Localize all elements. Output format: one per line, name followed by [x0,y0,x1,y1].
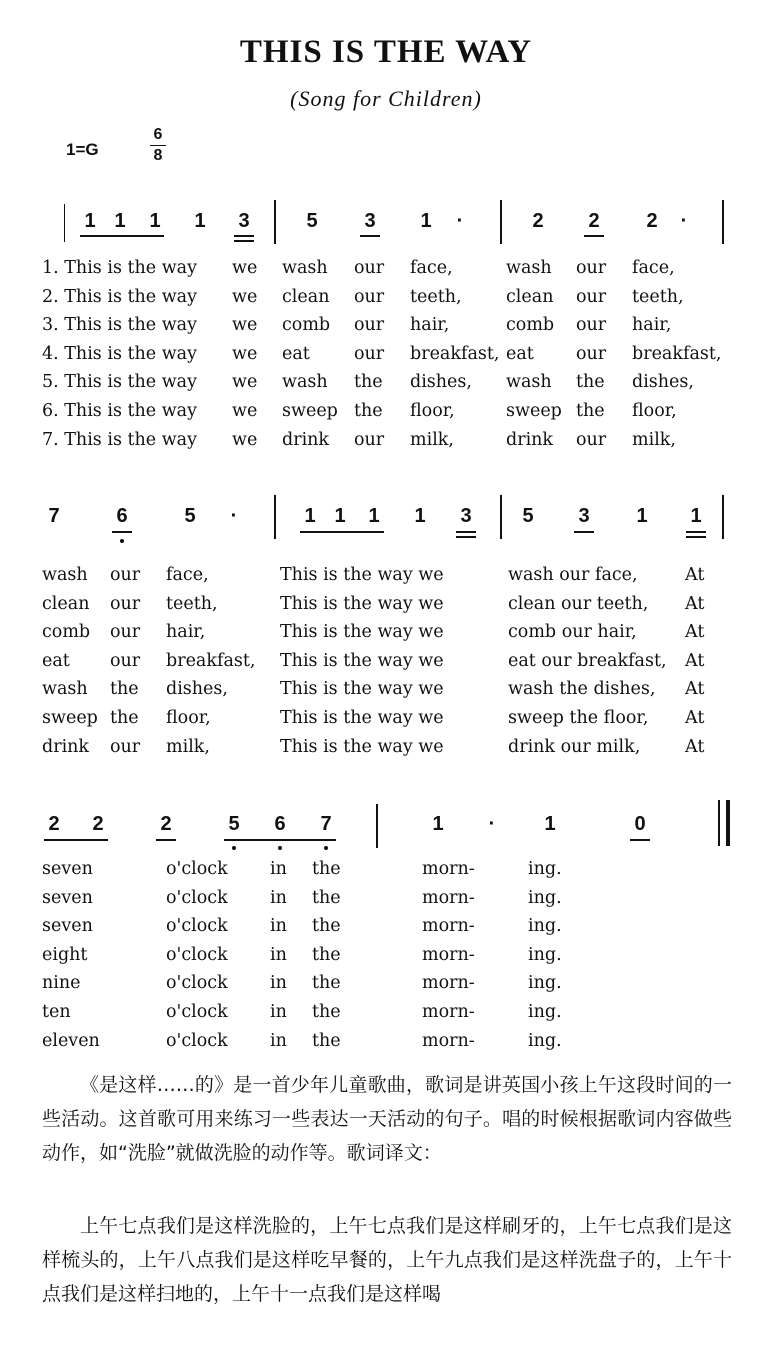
note: 2 [588,210,600,232]
lyric-word: 4. This is the way [42,343,198,364]
lyric-word: eat our breakfast, [508,650,667,671]
beam [44,839,108,841]
lyric-word: comb [42,622,91,643]
lyric-word: we [232,258,258,278]
note: 1 [414,505,426,527]
lyric-word: hair, [166,622,206,643]
lyric-word: ing. [528,1001,562,1022]
lyric-word: 1. This is the way [42,258,198,278]
lyric-word: o'clock [166,973,228,994]
note: 2 [646,210,658,232]
note: 6 [116,505,128,527]
lyric-word: wash our face, [508,565,638,585]
lyric-word: teeth, [632,286,684,307]
note: 7 [48,505,60,527]
lyric-word: seven [42,887,93,908]
lyric-word: we [232,429,258,450]
beam [630,839,650,841]
lyric-word: in [270,944,287,965]
lyric-word: drink our milk, [508,736,641,757]
beam [686,531,706,533]
lyric-word: drink [506,429,554,450]
lyric-word: dishes, [166,679,228,700]
lyric-word: floor, [410,400,455,421]
beam [80,235,164,237]
lyric-word: wash [282,258,328,278]
lyric-word: in [270,916,287,937]
lyric-word: o'clock [166,859,228,879]
lyric-word: the [110,679,139,700]
lyric-word: seven [42,916,93,937]
beam [234,235,254,237]
lyric-word: At [685,736,705,757]
lyric-word: dishes, [410,372,472,393]
beam [112,531,132,533]
low-octave-dot [324,846,328,850]
lyric-word: hair, [410,315,450,336]
final-bar-thin [718,800,720,846]
lyric-word: eat [42,650,70,671]
lyric-word: the [312,973,341,994]
lyric-word: our [576,315,607,336]
lyric-word: o'clock [166,1030,228,1051]
lyric-word: morn- [422,1001,475,1022]
note: 1 [420,210,432,232]
lyric-word: our [354,429,385,450]
lyric-word: morn- [422,859,475,879]
low-octave-dot [120,539,124,543]
lyric-word: the [312,1030,341,1051]
note: 5 [522,505,534,527]
lyric-word: morn- [422,887,475,908]
lyric-word: sweep [506,400,562,421]
note: 2 [48,813,60,835]
lyric-word: At [685,650,705,671]
notes-paragraph-1: 《是这样……的》是一首少年儿童歌曲，歌词是讲英国小孩上午这段时间的一些活动。这首歌可用来练习一些表达一天活动的句子。唱的时候根据歌词内容做些动作，如“洗脸”就做洗脸的动作等。歌词译文： [42,1074,732,1164]
note: 1 [636,505,648,527]
note: 1 [544,813,556,835]
lyric-word: o'clock [166,1001,228,1022]
page-title: THIS IS THE WAY [239,34,533,70]
key-signature: 1=G [66,140,99,159]
note: 1 [368,505,380,527]
lyric-word: milk, [166,736,210,757]
notes-paragraph-2: 上午七点我们是这样洗脸的，上午七点我们是这样刷牙的，上午七点我们是这样梳头的，上午八点我们是这样吃早餐的，上午九点我们是这样洗盘子的，上午十点我们是这样扫地的，上午十一点我们是这样喝 [42,1215,732,1305]
bar-line [722,495,724,539]
lyric-word: sweep [282,400,338,421]
low-octave-dot [232,846,236,850]
lyric-word: morn- [422,944,475,965]
lyric-word: ing. [528,973,562,994]
lyric-word: in [270,1001,287,1022]
lyric-word: 5. This is the way [42,372,198,393]
lyric-word: sweep [42,707,98,728]
beam [360,235,380,237]
lyric-word: our [354,286,385,307]
note: 1 [149,210,161,232]
lyric-word: drink [42,736,90,757]
lyric-word: our [354,343,385,364]
lyric-word: the [354,400,383,421]
beam [456,536,476,538]
beam [584,235,604,237]
lyric-word: ing. [528,1030,562,1051]
lyric-word: comb [282,315,331,336]
lyric-word: This is the way we [280,565,444,585]
lyric-word: our [576,258,607,278]
lyric-word: This is the way we [280,679,444,700]
bar-line [500,495,502,539]
lyric-word: o'clock [166,944,228,965]
bar-line [274,495,276,539]
note: 2 [532,210,544,232]
lyric-word: At [685,707,705,728]
lyric-word: This is the way we [280,593,444,614]
lyric-word: clean our teeth, [508,593,649,614]
lyric-word: ten [42,1001,71,1022]
lyric-word: eight [42,944,88,965]
lyric-word: dishes, [632,372,694,393]
lyric-word: wash the dishes, [508,679,656,700]
beam [686,536,706,538]
lyric-word: floor, [166,707,211,728]
note: 3 [460,505,472,527]
bar-line [722,200,724,244]
lyric-word: morn- [422,916,475,937]
lyric-word: This is the way we [280,736,444,757]
lyric-word: our [110,736,141,757]
lyric-word: ing. [528,887,562,908]
lyric-word: our [110,593,141,614]
lyric-word: breakfast, [410,343,500,364]
lyric-word: morn- [422,1030,475,1051]
lyric-word: face, [166,565,209,585]
lyric-word: we [232,372,258,393]
lyric-word: in [270,887,287,908]
lyric-word: teeth, [166,593,218,614]
lyric-word: teeth, [410,286,462,307]
lyric-word: wash [506,258,552,278]
lyric-word: breakfast, [166,650,256,671]
lyric-word: milk, [410,429,454,450]
lyric-word: we [232,315,258,336]
lyric-word: comb our hair, [508,622,637,643]
note: 1 [334,505,346,527]
note: 6 [274,813,286,835]
final-bar-thick [726,800,730,846]
lyric-word: eat [282,343,310,364]
meter-top: 6 [153,126,163,143]
beam [300,531,384,533]
lyric-word: 2. This is the way [42,286,198,307]
beam [234,240,254,242]
note-dot: · [230,505,238,527]
lyric-word: the [312,887,341,908]
beam [574,531,594,533]
lyric-word: the [110,707,139,728]
bar-line [64,204,65,242]
lyric-word: This is the way we [280,707,444,728]
note: 3 [364,210,376,232]
note: 5 [184,505,196,527]
lyric-word: hair, [632,315,672,336]
lyric-word: eat [506,343,534,364]
lyric-word: our [110,622,141,643]
note-dot: · [488,813,496,835]
lyric-word: the [576,372,605,393]
lyric-word: comb [506,315,555,336]
lyric-word: morn- [422,973,475,994]
note: 1 [304,505,316,527]
meter-bottom: 8 [153,147,163,164]
lyric-word: in [270,859,287,879]
lyric-word: we [232,400,258,421]
lyric-word: ing. [528,859,562,879]
lyric-word: ing. [528,944,562,965]
beam [456,531,476,533]
lyric-word: the [312,944,341,965]
note: 2 [160,813,172,835]
lyric-word: our [576,343,607,364]
lyric-word: the [312,1001,341,1022]
note: 1 [432,813,444,835]
lyric-word: ing. [528,916,562,937]
lyric-word: wash [506,372,552,393]
lyric-word: in [270,973,287,994]
meter-line [150,145,166,146]
lyric-word: our [354,258,385,278]
lyric-word: At [685,679,705,700]
lyric-word: our [110,650,141,671]
lyric-word: clean [282,286,330,307]
note: 3 [238,210,250,232]
note: 5 [228,813,240,835]
note: 0 [634,813,646,835]
lyric-word: At [685,622,705,643]
note: 5 [306,210,318,232]
lyric-word: 7. This is the way [42,429,198,450]
lyric-word: wash [42,565,88,585]
lyric-word: milk, [632,429,676,450]
lyric-word: This is the way we [280,622,444,643]
lyric-word: clean [42,593,90,614]
note-dot: · [456,210,464,232]
lyric-word: our [354,315,385,336]
note: 3 [578,505,590,527]
bar-line [500,200,502,244]
bar-line [376,804,378,848]
lyric-word: our [576,286,607,307]
note: 7 [320,813,332,835]
note-dot: · [680,210,688,232]
time-signature [150,126,166,165]
lyric-word: clean [506,286,554,307]
lyric-word: seven [42,859,93,879]
lyric-word: wash [42,679,88,700]
lyric-word: the [312,916,341,937]
lyric-word: face, [632,258,675,278]
lyric-word: At [685,565,705,585]
lyric-word: the [312,859,341,879]
lyric-word: the [354,372,383,393]
page-subtitle: (Song for Children) [290,86,482,111]
lyric-word: we [232,343,258,364]
note: 1 [194,210,206,232]
lyric-word: our [576,429,607,450]
lyric-word: o'clock [166,916,228,937]
low-octave-dot [278,846,282,850]
lyric-word: the [576,400,605,421]
lyric-word: drink [282,429,330,450]
note: 2 [92,813,104,835]
lyric-word: nine [42,973,81,994]
note: 1 [690,505,702,527]
lyric-word: breakfast, [632,343,722,364]
bar-line [274,200,276,244]
note: 1 [84,210,96,232]
lyric-word: wash [282,372,328,393]
lyric-word: our [110,565,141,585]
lyric-word: eleven [42,1030,100,1051]
beam [156,839,176,841]
beam [224,839,336,841]
lyric-word: This is the way we [280,650,444,671]
lyric-word: 3. This is the way [42,315,198,336]
lyric-word: At [685,593,705,614]
lyric-word: o'clock [166,887,228,908]
lyric-word: sweep the floor, [508,707,649,728]
lyric-word: 6. This is the way [42,400,198,421]
lyric-word: face, [410,258,453,278]
note: 1 [114,210,126,232]
lyric-word: floor, [632,400,677,421]
lyric-word: we [232,286,258,307]
lyric-word: in [270,1030,287,1051]
